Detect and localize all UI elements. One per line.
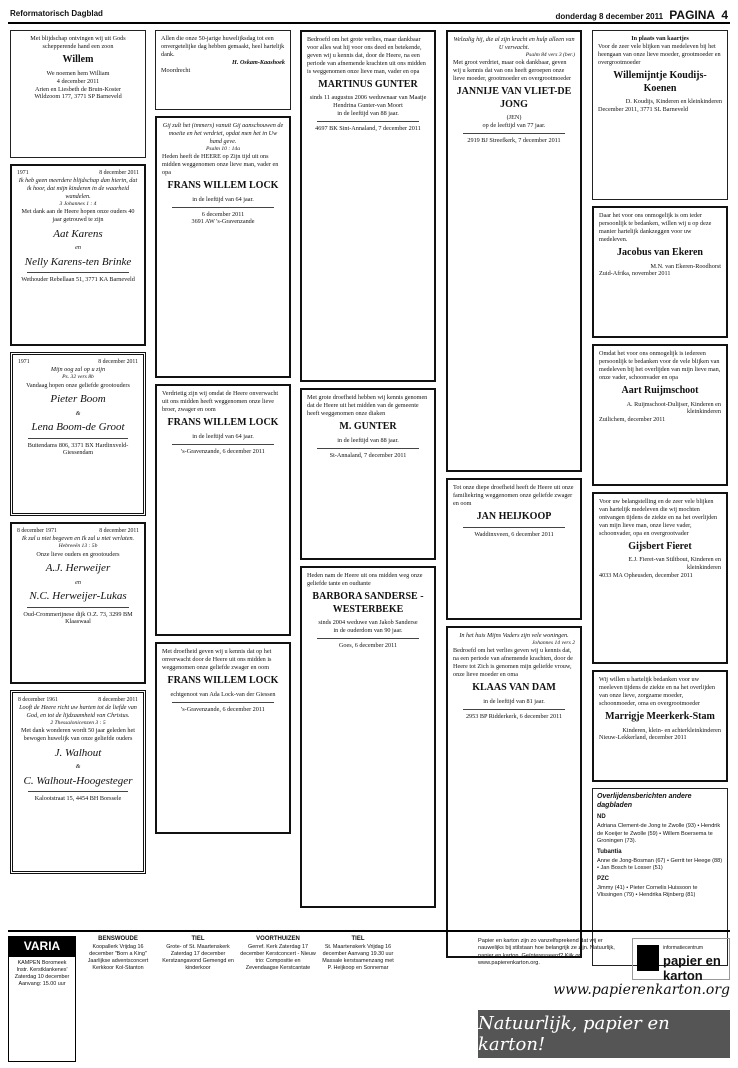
obituary-text: Met grote droefheid hebben wij kennis genomen dat de Heere uit het midden van de gemeente heeft weggenomen onze diaken bbox=[307, 394, 428, 417]
notice-place: Zuid-Afrika, november 2011 bbox=[599, 270, 671, 278]
thank-you-notice bbox=[592, 670, 728, 782]
header-section: PAGINA bbox=[669, 8, 716, 22]
event-ad bbox=[160, 936, 236, 972]
bible-quote: Ik heb geen meerdere blijdschap dan hierin, dat ik hoor, dat mijn kinderen in de waarheid wandelen. bbox=[18, 177, 138, 201]
event-ad bbox=[240, 936, 316, 972]
anniversary-announcement bbox=[10, 352, 146, 516]
obituary bbox=[155, 384, 291, 636]
event-title: BENSWOUDE bbox=[98, 936, 138, 942]
person-name: J. Walhout bbox=[54, 747, 102, 760]
obituary-list: Adriana Clement-de Jong te Zwolle (93) • Hendrik de Koeijer te Zwolle (59) • Willem Boersema te Groningen (73). bbox=[597, 822, 721, 845]
section-title: Overlijdensberichten andere dagbladen bbox=[597, 793, 692, 810]
deceased-name: JAN HEIJKOOP bbox=[476, 510, 552, 522]
obituary-place: 2953 BP Ridderkerk, 6 december 2011 bbox=[465, 712, 563, 720]
announcement-text: Met dank aan de Heere hopen onze ouders 40 jaar getrouwd te zijn bbox=[21, 208, 135, 224]
bible-quote: Ik zal u niet begeven en Ik zal u niet verlaten. bbox=[21, 535, 135, 543]
notice-signature: Kinderen, klein- en achterkleinkinderen bbox=[622, 726, 721, 734]
conjunction: & bbox=[75, 763, 81, 771]
obituary-text: Met droefheid geven wij u kennis dat op het onverwacht door de Heere uit ons midden is weggenomen onze geliefde zwager en oom bbox=[162, 648, 272, 671]
event-title: VOORTHUIZEN bbox=[256, 936, 300, 942]
column-5 bbox=[592, 30, 728, 972]
address: Wethouder Rebellaan 51, 3771 KA Barneveld bbox=[21, 276, 135, 284]
anniversary-announcement bbox=[10, 690, 146, 874]
bible-reference: Hebreeën 13 : 5b bbox=[58, 543, 98, 550]
obituary-place: Waddinxveen, 6 december 2011 bbox=[474, 530, 554, 538]
person-name: C. Walhout-Hoogesteger bbox=[23, 775, 133, 788]
bible-quote: Looft de Heere richt uw harten tot de liefde van God, en tot de lijdzaamheid van Christus. bbox=[19, 704, 137, 720]
obituary-place: 's-Gravenzande, 6 december 2011 bbox=[181, 705, 265, 713]
deceased-subtitle: sinds 11 augustus 2006 weduwnaar van Maatje Hendrina Gunter-van Moort bbox=[309, 94, 427, 110]
address: Wildzoom 177, 3771 SP Barneveld bbox=[34, 93, 122, 101]
obituary-place: 2919 BJ Streefkerk, 7 december 2011 bbox=[467, 137, 561, 145]
event-text: Gerref. Kerk Zaterdag 17 december Kerstconcert - Nieuw trio: Compositie en Zevendaagse Kerstcantate bbox=[240, 943, 316, 971]
event-text: Grote- of St. Maartenskerk Zaterdag 17 december Kerstzangavond Gemengd en kinderkoor bbox=[162, 943, 234, 971]
person-name: Nelly Karens-ten Brinke bbox=[24, 256, 132, 269]
notice-place: Zuilichem, december 2011 bbox=[599, 416, 666, 424]
varia-box bbox=[8, 936, 76, 1062]
notice-text: Voor de zeer vele blijken van medeleven bij het heengaan van onze lieve moeder, grootmoeder en overgrootmoeder bbox=[598, 42, 721, 66]
announcement-text: Met blijdschap ontvingen wij uit Gods schepperende hand een zoon bbox=[30, 35, 126, 50]
notice-text: Voor uw belangstelling en de zeer vele blijken van hartelijk medeleven die wij mochten ontvangen tijdens de ziekte en na het overlijden van mijn lieve man, onze lieve vader, schoonvader, opa en overgrootvader bbox=[599, 498, 718, 537]
thank-you-notice bbox=[592, 30, 728, 200]
end-date: 8 december 2011 bbox=[99, 528, 139, 534]
obituary bbox=[300, 388, 436, 560]
obituary-text: Heden heeft de HEERE op Zijn tijd uit ons midden weggenomen onze lieve man, vader en opa bbox=[162, 152, 279, 176]
person-name: Lena Boom-de Groot bbox=[31, 421, 125, 434]
announcement-text: Met dank wonderen wordt 50 jaar geleden het bewogen huwelijk van onze geliefde ouders bbox=[21, 727, 135, 743]
ad-banner: Natuurlijk, papier en karton! bbox=[478, 1010, 730, 1058]
varia-title: VARIA bbox=[9, 937, 75, 957]
deceased-name: MARTINUS GUNTER bbox=[318, 78, 418, 90]
obituary-date: 6 december 2011 bbox=[201, 210, 245, 218]
thank-you-notice bbox=[592, 206, 728, 338]
bible-reference: Psalm 84 vers 3 (ber.) bbox=[525, 51, 575, 58]
deceased-age: echtgenoot van Ada Lock-van der Giessen bbox=[170, 690, 276, 698]
end-date: 8 december 2011 bbox=[98, 359, 138, 365]
person-name: Aat Karens bbox=[53, 228, 103, 241]
obituary-text: Bedroefd om het verlies geven wij u kennis dat, na een periode van afnemende krachten, door de Heere tot Zich is genomen mijn geliefde vrouw, onze lieve moeder en oma bbox=[453, 647, 573, 678]
deceased-name: FRANS WILLEM LOCK bbox=[167, 179, 279, 191]
obituary bbox=[300, 30, 436, 382]
notice-signature: M.N. van Ekeren-Roodhorst bbox=[650, 262, 721, 270]
obituary-address: 3691 AW 's-Gravenzande bbox=[191, 218, 255, 226]
notice-place: December 2011, 3771 SL Barneveld bbox=[598, 106, 689, 114]
header-date-page bbox=[555, 8, 728, 22]
event-text: Koopallerk Vrijdag 16 december "Born a King" Jaarlijkse adventsconcert Kerkkoor Kol-Stanton bbox=[87, 943, 149, 971]
person-name: Marrigje Meerkerk-Stam bbox=[605, 710, 715, 722]
conjunction: en bbox=[75, 578, 81, 586]
bible-quote: Welzalig hij, die al zijn kracht en hulp alleen van U verwacht. bbox=[453, 36, 575, 51]
announcement-date: 4 december 2011 bbox=[56, 77, 100, 85]
start-date: 1971 bbox=[18, 359, 30, 365]
notice-place: 4033 MA Opheusden, december 2011 bbox=[599, 572, 693, 580]
bible-reference: Ps. 32 vers 8b bbox=[62, 374, 94, 381]
address: Buitendams 806, 3371 BX Hardinxveld-Giessendam bbox=[27, 441, 129, 457]
notice-text: Allen die onze 50-jarige huwelijksdag tot een onvergetelijke dag hebben gemaakt, heel hartelijk dank. bbox=[161, 35, 285, 58]
bible-quote: In het huis Mijns Vaders zijn vele woningen. bbox=[459, 632, 569, 639]
newspaper-name: Reformatorisch Dagblad bbox=[10, 9, 103, 18]
page-number: 4 bbox=[721, 8, 728, 22]
start-date: 8 december 1961 bbox=[18, 697, 58, 703]
deceased-age: in de leeftijd van 88 jaar. bbox=[337, 436, 399, 444]
column-2 bbox=[155, 30, 291, 840]
papier-karton-logo bbox=[632, 938, 730, 983]
column-4 bbox=[446, 30, 582, 964]
obituary-place: St-Annaland, 7 december 2011 bbox=[329, 451, 407, 459]
ads-strip bbox=[8, 930, 730, 1064]
obituary-text: Verdrietig zijn wij omdat de Heere onverwacht uit ons midden heeft weggenomen onze lieve broer, zwager en oom bbox=[162, 390, 279, 413]
deceased-subtitle: sinds 2004 weduwe van Jakob Sanderse bbox=[318, 619, 418, 627]
bible-reference: 3 Johannes 1 : 4 bbox=[59, 201, 97, 208]
deceased-age: in de ouderdom van 90 jaar. bbox=[333, 627, 403, 635]
person-name: N.C. Herweijer-Lukas bbox=[29, 590, 127, 603]
obituary-place: Goes, 6 december 2011 bbox=[338, 642, 398, 650]
paper-tag: PZC bbox=[597, 875, 609, 882]
anniversary-announcement bbox=[10, 522, 146, 684]
thank-you-notice bbox=[592, 344, 728, 486]
obituary-text: Heden nam de Heere uit ons midden weg onze geliefde tante en oudtante bbox=[307, 572, 423, 587]
address: Kalootstraat 15, 4454 BH Borssele bbox=[34, 795, 122, 803]
obituary-text: Met groot verdriet, maar ook dankbaar, geven wij u kennis dat van ons heeft geroepen onze lieve moeder, grootmoeder en overgrootmoeder bbox=[453, 59, 572, 82]
obituary bbox=[300, 566, 436, 908]
event-title: TIEL bbox=[351, 936, 365, 942]
column-3 bbox=[300, 30, 436, 914]
obituary bbox=[446, 30, 582, 472]
deceased-name: FRANS WILLEM LOCK bbox=[167, 674, 279, 686]
notice-signature: E.J. Fieret-van Stiltbout, Kinderen en kleinkinderen bbox=[628, 556, 721, 572]
notice-text: Wij willen u hartelijk bedanken voor uw meeleven tijdens de ziekte en na het overlijden van onze lieve, zorgzame moeder, schoonmoeder, oma en overgrootmoeder bbox=[599, 676, 715, 707]
end-date: 8 december 2011 bbox=[98, 697, 138, 703]
ad-url[interactable]: www.papierenkarton.org bbox=[553, 982, 730, 998]
announcement-text: Onze lieve ouders en grootouders bbox=[36, 550, 120, 558]
obituary-list: Jimmy (41) • Pieter Cornelis Huissoon te Vlissingen (79) • Hendrika Rijnberg (81) bbox=[597, 884, 698, 899]
notice-place: Moordrecht bbox=[161, 66, 191, 74]
page-header bbox=[8, 6, 730, 24]
obituary-place: 's-Gravenzande, 6 december 2011 bbox=[181, 447, 265, 455]
notice-signature: D. Koudijs, Kinderen en kleinkinderen bbox=[625, 98, 722, 106]
header-date: donderdag 8 december 2011 bbox=[555, 12, 664, 21]
person-name: Pieter Boom bbox=[50, 393, 106, 406]
obituary bbox=[155, 642, 291, 834]
anniversary-announcement bbox=[10, 164, 146, 346]
papier-karton-ad bbox=[478, 938, 730, 1060]
notice-signature: A. Ruijmschoot-Dulijser, Kinderen en kleinkinderen bbox=[626, 400, 721, 416]
bible-reference: 2 Thessalonicenzen 3 : 5 bbox=[50, 720, 106, 727]
notice-text: Omdat het voor ons onmogelijk is iedereen persoonlijk te bedanken voor de vele blijken van medeleven bij het overlijden van mijn lieve man, onze vader, schoonvader en opa bbox=[599, 350, 721, 381]
end-date: 8 december 2011 bbox=[99, 170, 139, 176]
start-date: 1971 bbox=[17, 170, 29, 176]
person-name: Gijsbert Fieret bbox=[628, 540, 692, 552]
notice-signature: H. Oskam-Kaashoek bbox=[232, 58, 285, 66]
person-name: Aart Ruijmschoot bbox=[621, 384, 699, 396]
varia-text: KAMPEN Boromeek Instr. Kerstklankenes' Zaterdag 10 december Aanvang: 15.00 uur bbox=[14, 959, 70, 987]
column-1 bbox=[10, 30, 146, 880]
paper-tag: Tubantia bbox=[597, 848, 622, 855]
deceased-age: in de leeftijd van 81 jaar. bbox=[483, 697, 545, 705]
notice-text: Daar het voor ons onmogelijk is om ieder persoonlijk te bedanken, willen wij u op deze manier hartelijk dankzeggen voor uw medeleven. bbox=[599, 212, 712, 243]
parents-names: Arien en Liesbeth de Bruin-Koster bbox=[35, 85, 121, 93]
deceased-name: FRANS WILLEM LOCK bbox=[167, 416, 279, 428]
deceased-name: BARBORA SANDERSE - WESTERBEKE bbox=[312, 590, 424, 615]
obituary-address: 4697 BK Sint-Annaland, 7 december 2011 bbox=[315, 125, 421, 133]
obituary-list: Anne de Jong-Bosman (67) • Gerrit ter Heege (88) • Jan Bosch te Losser (51) bbox=[597, 857, 723, 872]
deceased-name: KLAAS VAN DAM bbox=[472, 681, 556, 693]
conjunction: & bbox=[75, 409, 81, 417]
obituary-text: Tot onze diepe droefheid heeft de Heere uit onze familiekring weggenomen onze geliefde zwager en oom bbox=[453, 484, 574, 507]
thank-you-notice bbox=[592, 492, 728, 664]
obituary bbox=[446, 626, 582, 958]
deceased-age: in de leeftijd van 88 jaar. bbox=[337, 110, 399, 118]
person-name: Willemijntje Koudijs-Koenen bbox=[613, 69, 707, 94]
address: Oud-Crommerijnese dijk O.Z. 73, 3299 BM Klaaswaal bbox=[23, 610, 133, 626]
thank-you-notice bbox=[155, 30, 291, 110]
logo-line-2: papier en karton bbox=[663, 953, 721, 983]
deceased-name: M. GUNTER bbox=[339, 420, 397, 432]
notice-place: Nieuw-Lekkerland, december 2011 bbox=[599, 734, 687, 742]
person-name: A.J. Herweijer bbox=[45, 562, 111, 575]
bible-quote: Mijn oog zal op u zijn bbox=[50, 366, 106, 374]
ad-text: Papier en karton zijn zo vanzelfsprekend dat wij er nauwelijks bij stilstaan hoe belangrijk ze zijn. Natuurlijk, papier en karton. Geïnteresseerd? Kijk op www.papierenkarton.org. bbox=[478, 938, 615, 966]
conjunction: en bbox=[75, 244, 81, 252]
start-date: 8 december 1971 bbox=[17, 528, 57, 534]
birth-announcement bbox=[10, 30, 146, 158]
baby-name: Willem bbox=[62, 53, 94, 65]
deceased-age: in de leeftijd van 64 jaar. bbox=[192, 432, 254, 440]
event-ad bbox=[80, 936, 156, 972]
announcement-text: We noemen hem William bbox=[46, 69, 110, 77]
paper-tag: ND bbox=[597, 813, 606, 820]
obituary bbox=[155, 116, 291, 378]
event-ad bbox=[320, 936, 396, 972]
event-text: St. Maartenskerk Vrijdag 16 december Aanvang 19.30 uur Massale kerstsamenzang met P. Heijkoop en Sonnemar bbox=[322, 943, 394, 971]
deceased-age: in de leeftijd van 64 jaar. bbox=[192, 195, 254, 203]
notice-title: In plaats van kaartjes bbox=[631, 35, 689, 42]
event-title: TIEL bbox=[191, 936, 205, 942]
deceased-name: JANNIJE VAN VLIET-DE JONG bbox=[456, 85, 572, 110]
logo-line-1: informatiecentrum bbox=[663, 945, 704, 951]
obituary bbox=[446, 478, 582, 620]
bible-quote: Gij zult het (immers) vanuit Gij aanschouwen de moeite en het verdriet, opdat men het in Uw hand geve. bbox=[162, 122, 284, 145]
bible-reference: Johannes 14 vers 2 bbox=[531, 639, 575, 646]
obituary-text: Bedroefd om het grote verlies, maar dankbaar voor alles wat hij voor ons deed en betekende, geven wij u kennis dat, door de Heere, na een periode van afnemende krachten uit ons midden is weggenomen onze lieve man, vader en opa bbox=[307, 36, 426, 75]
person-name: Jacobus van Ekeren bbox=[617, 246, 703, 258]
announcement-text: Vandaag hopen onze geliefde grootouders bbox=[26, 381, 130, 389]
deceased-age: op de leeftijd van 77 jaar. bbox=[482, 122, 546, 130]
bible-reference: Psalm 10 : 14a bbox=[205, 145, 241, 152]
deceased-subtitle: (JEN) bbox=[506, 114, 522, 122]
logo-icon bbox=[637, 945, 659, 971]
